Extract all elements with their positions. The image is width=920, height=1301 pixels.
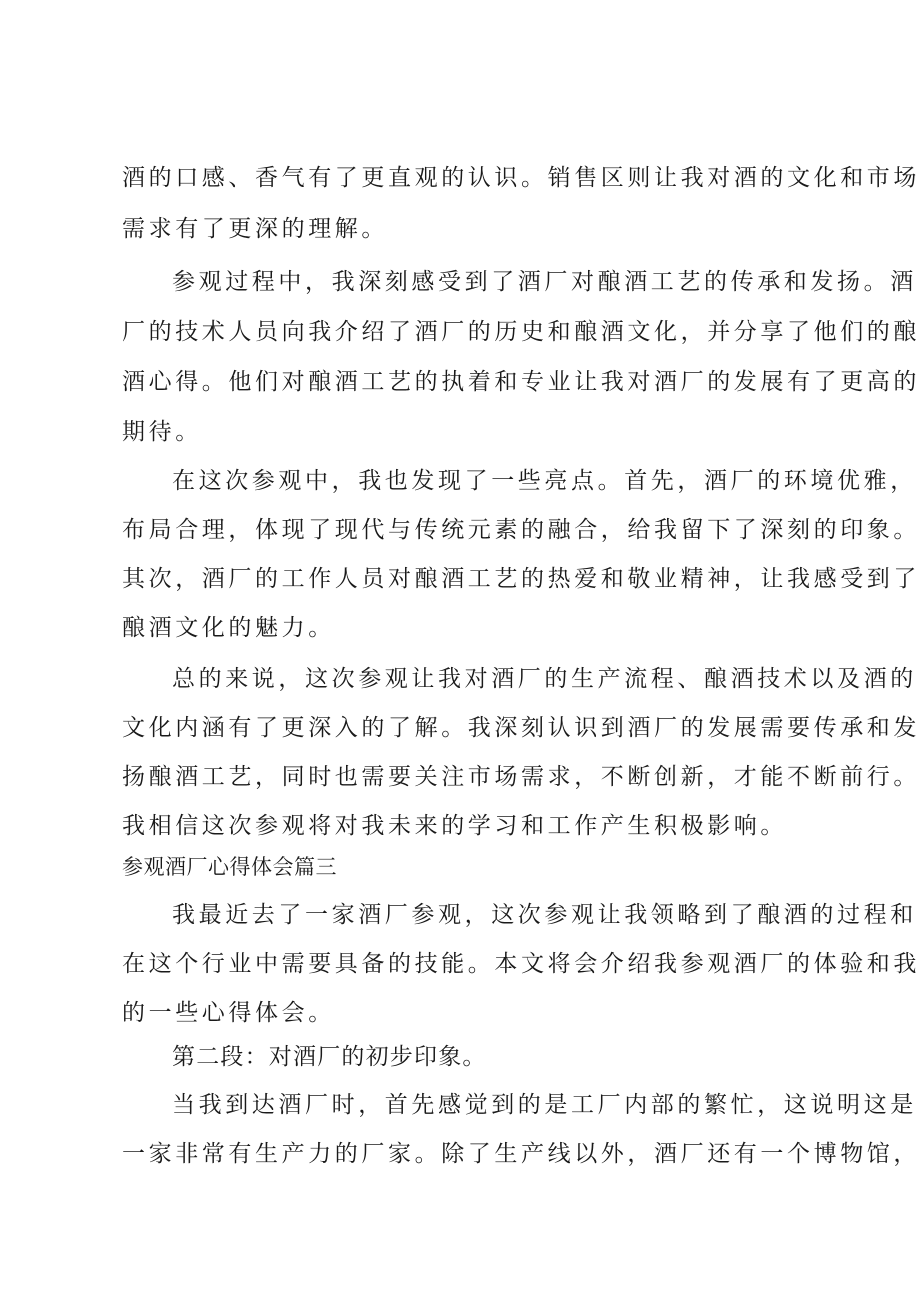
paragraph-line: 扬酿酒工艺，同时也需要关注市场需求，不断创新，才能不断前行。 bbox=[122, 764, 920, 790]
paragraph-line: 参观过程中，我深刻感受到了酒厂对酿酒工艺的传承和发扬。酒 bbox=[172, 269, 917, 295]
section-heading: 参观酒厂心得体会篇三 bbox=[122, 855, 337, 879]
paragraph-line: 当我到达酒厂时，首先感觉到的是工厂内部的繁忙，这说明这是 bbox=[172, 1092, 917, 1118]
paragraph-line: 的一些心得体会。 bbox=[122, 1000, 335, 1026]
paragraph-line: 酒的口感、香气有了更直观的认识。销售区则让我对酒的文化和市场 bbox=[122, 165, 920, 191]
paragraph-line: 我相信这次参观将对我未来的学习和工作产生积极影响。 bbox=[122, 813, 787, 839]
paragraph-line: 我最近去了一家酒厂参观，这次参观让我领略到了酿酒的过程和 bbox=[172, 902, 917, 928]
paragraph-line: 期待。 bbox=[122, 419, 202, 445]
paragraph-line: 需求有了更深的理解。 bbox=[122, 216, 388, 242]
paragraph-line: 酒心得。他们对酿酒工艺的执着和专业让我对酒厂的发展有了更高的 bbox=[122, 369, 920, 395]
paragraph-line: 文化内涵有了更深入的了解。我深刻认识到酒厂的发展需要传承和发 bbox=[122, 715, 920, 741]
paragraph-line: 布局合理，体现了现代与传统元素的融合，给我留下了深刻的印象。 bbox=[122, 517, 920, 543]
subsection-heading: 第二段：对酒厂的初步印象。 bbox=[172, 1044, 487, 1070]
paragraph-line: 一家非常有生产力的厂家。除了生产线以外，酒厂还有一个博物馆， bbox=[122, 1141, 920, 1167]
paragraph-line: 在这次参观中，我也发现了一些亮点。首先，酒厂的环境优雅， bbox=[172, 468, 917, 494]
paragraph-line: 其次，酒厂的工作人员对酿酒工艺的热爱和敬业精神，让我感受到了 bbox=[122, 566, 920, 592]
paragraph-line: 酿酒文化的魅力。 bbox=[122, 615, 335, 641]
paragraph-line: 总的来说，这次参观让我对酒厂的生产流程、酿酒技术以及酒的 bbox=[172, 666, 917, 692]
paragraph-line: 厂的技术人员向我介绍了酒厂的历史和酿酒文化，并分享了他们的酿 bbox=[122, 319, 920, 345]
paragraph-line: 在这个行业中需要具备的技能。本文将会介绍我参观酒厂的体验和我 bbox=[122, 951, 920, 977]
